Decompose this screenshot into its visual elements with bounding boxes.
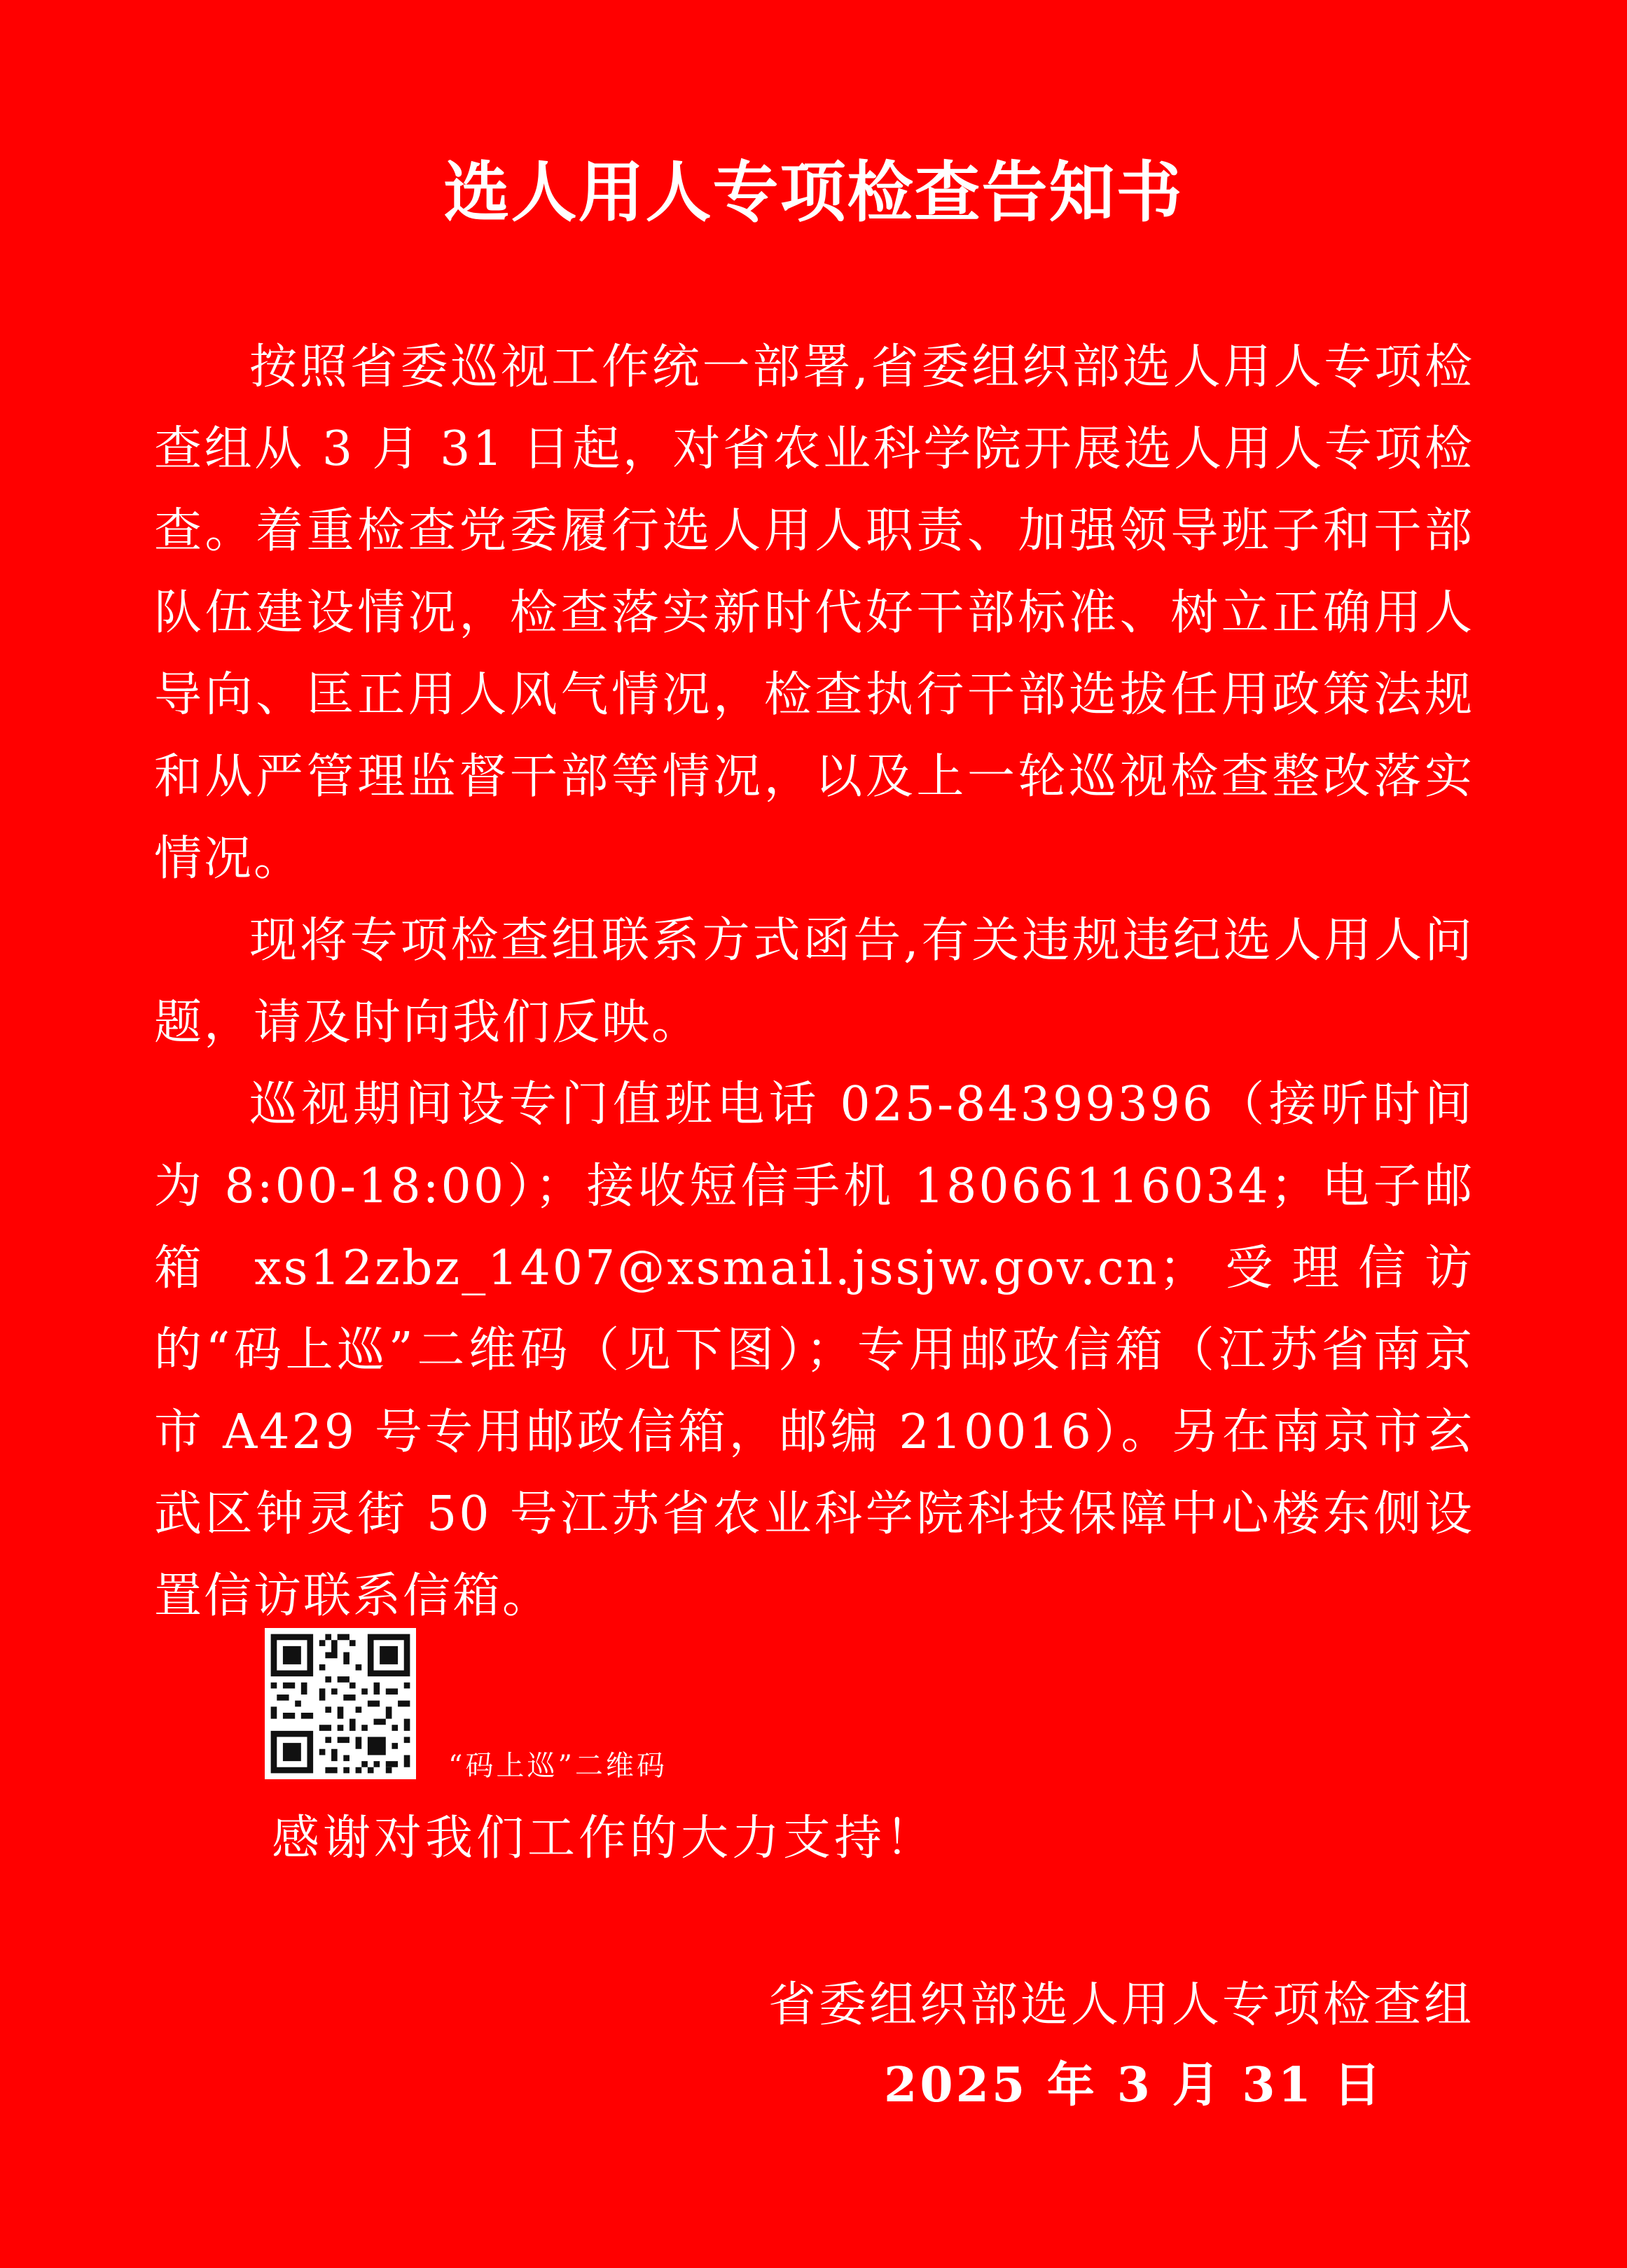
document-title: 选人用人专项检查告知书 bbox=[443, 154, 1184, 231]
paragraph-inspection-scope: 按照省委巡视工作统一部署,省委组织部选人用人专项检查组从 3 月 31 日起，对省农业科学院开展选人用人专项检查。着重检查党委履行选人用人职责、加强领导班子和干部队伍建设情况，检查落实新时代好干部标准、树立正确用人导向、匡正用人风气情况，检查执行干部选拔任用政策法规和从严管理监督干部等情况，以及上一轮巡视检查整改落实情况。 bbox=[154, 340, 1474, 886]
qr-code-image bbox=[265, 1628, 416, 1779]
issuer-signature: 省委组织部选人用人专项检查组 bbox=[768, 1977, 1474, 2033]
qr-code-graphic bbox=[265, 1628, 416, 1779]
document-body bbox=[154, 326, 1474, 1637]
thanks-line: 感谢对我们工作的大力支持！ bbox=[272, 1811, 937, 1866]
paragraph-contact-notice: 现将专项检查组联系方式函告,有关违规违纪选人用人问题，请及时向我们反映。 bbox=[154, 913, 1474, 1050]
issue-date: 2025 年 3 月 31 日 bbox=[884, 2057, 1384, 2113]
qr-code-caption: “码上巡”二维码 bbox=[448, 1750, 667, 1782]
paragraph-contact-methods: 巡视期间设专门值班电话 025-84399396（接听时间为 8:00-18:00）；接收短信手机 18066116034；电子邮箱 xs12zbz_1407@xsmail.jssjw.gov.cn；受理信访的“码上巡”二维码（见下图）；专用邮政信箱（江苏省南京市 A429 号专用邮政信箱，邮编 210016）。另在南京市玄武区钟灵街 50 号江苏省农业科学院科技保障中心楼东侧设置信访联系信箱。 bbox=[154, 1077, 1474, 1624]
